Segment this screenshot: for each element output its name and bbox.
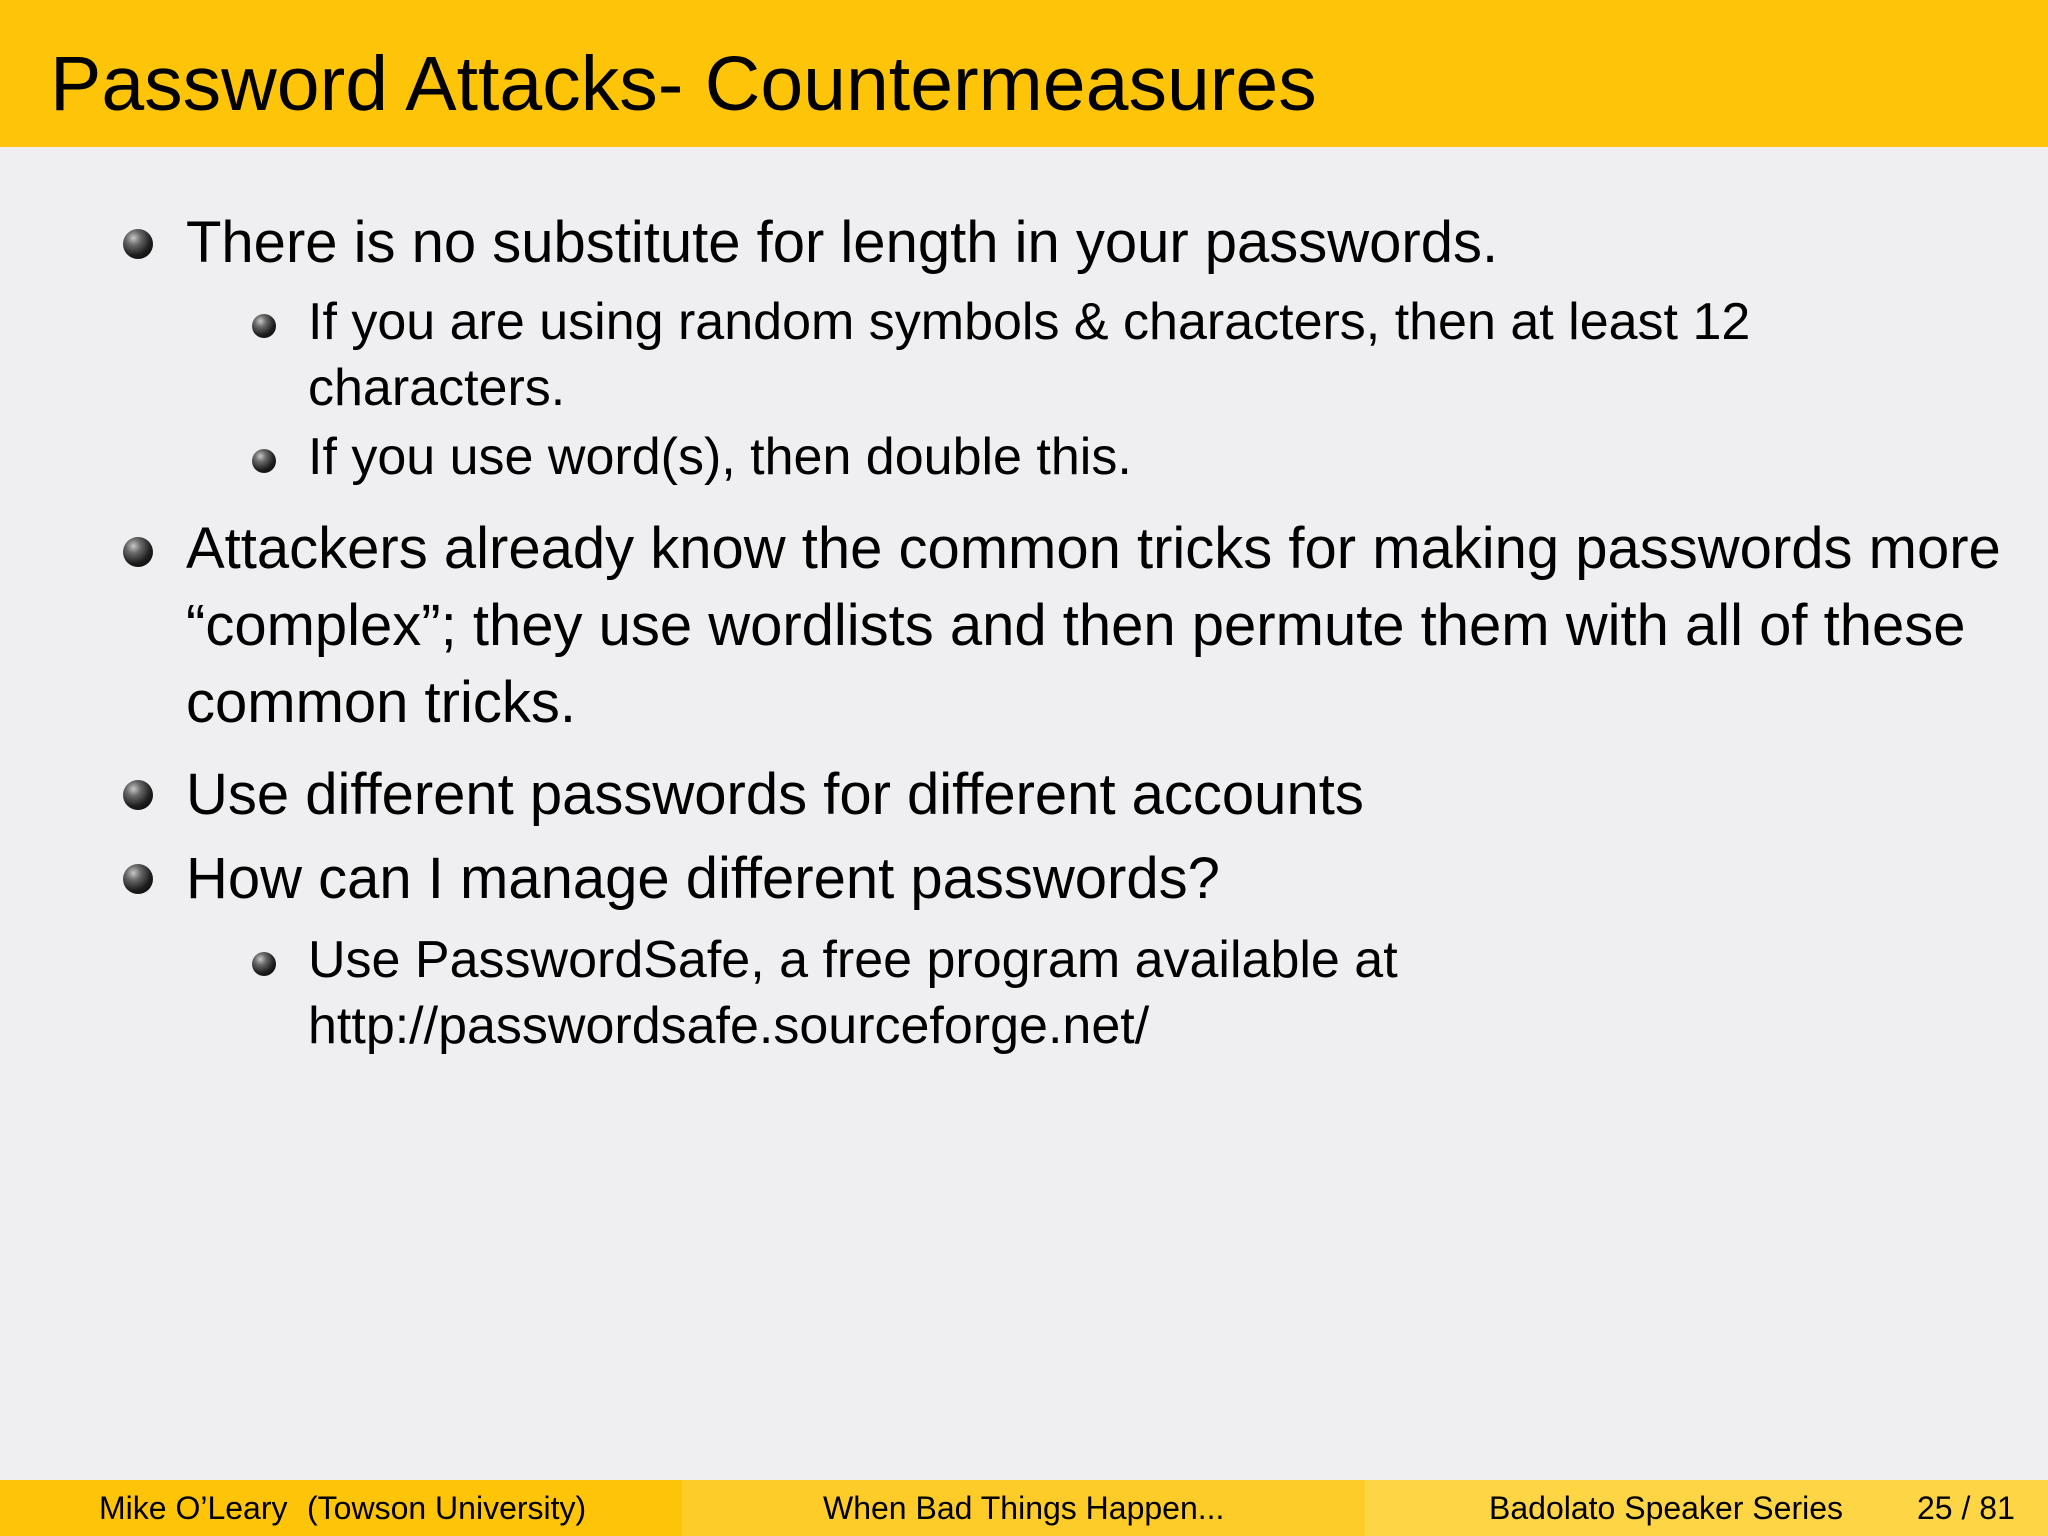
bullet-icon (123, 229, 153, 259)
bullet-icon (123, 864, 153, 894)
bullet-icon (123, 780, 153, 810)
bullet-item-different-passwords: Use different passwords for different accounts (186, 762, 1364, 827)
sub-bullet-icon (252, 449, 276, 473)
footer-page-number: 25 / 81 (1917, 1490, 2015, 1526)
bullet-item-length: There is no substitute for length in your passwords. (186, 210, 1499, 275)
footer-title-segment (682, 1480, 1365, 1536)
sub-bullet-words: If you use word(s), then double this. (308, 428, 1132, 486)
bullet-icon (123, 537, 153, 567)
footer (0, 1480, 2048, 1536)
footer-series: Badolato Speaker Series (1489, 1490, 1843, 1526)
slide-title: Password Attacks- Countermeasures (50, 41, 1317, 127)
footer-institution: (Towson University) (307, 1490, 587, 1526)
footer-talk-title: When Bad Things Happen... (823, 1490, 1225, 1526)
sub-bullet-passwordsafe: Use PasswordSafe, a free program available at http://passwordsafe.sourceforge.net/ (308, 931, 1398, 1055)
bullet-item-attackers: Attackers already know the common tricks for making passwords more “complex”; they use wordlists and then permute them with all of these common tricks. (186, 516, 2001, 735)
footer-author-segment (0, 1480, 682, 1536)
footer-author: Mike O’Leary (99, 1490, 288, 1526)
bullet-item-manage-passwords: How can I manage different passwords? (186, 846, 1220, 911)
footer-series-segment (1365, 1480, 2048, 1536)
sub-bullet-icon (252, 314, 276, 338)
sub-bullet-icon (252, 952, 276, 976)
sub-bullet-random-symbols: If you are using random symbols & characters, then at least 12 characters. (308, 293, 1751, 417)
